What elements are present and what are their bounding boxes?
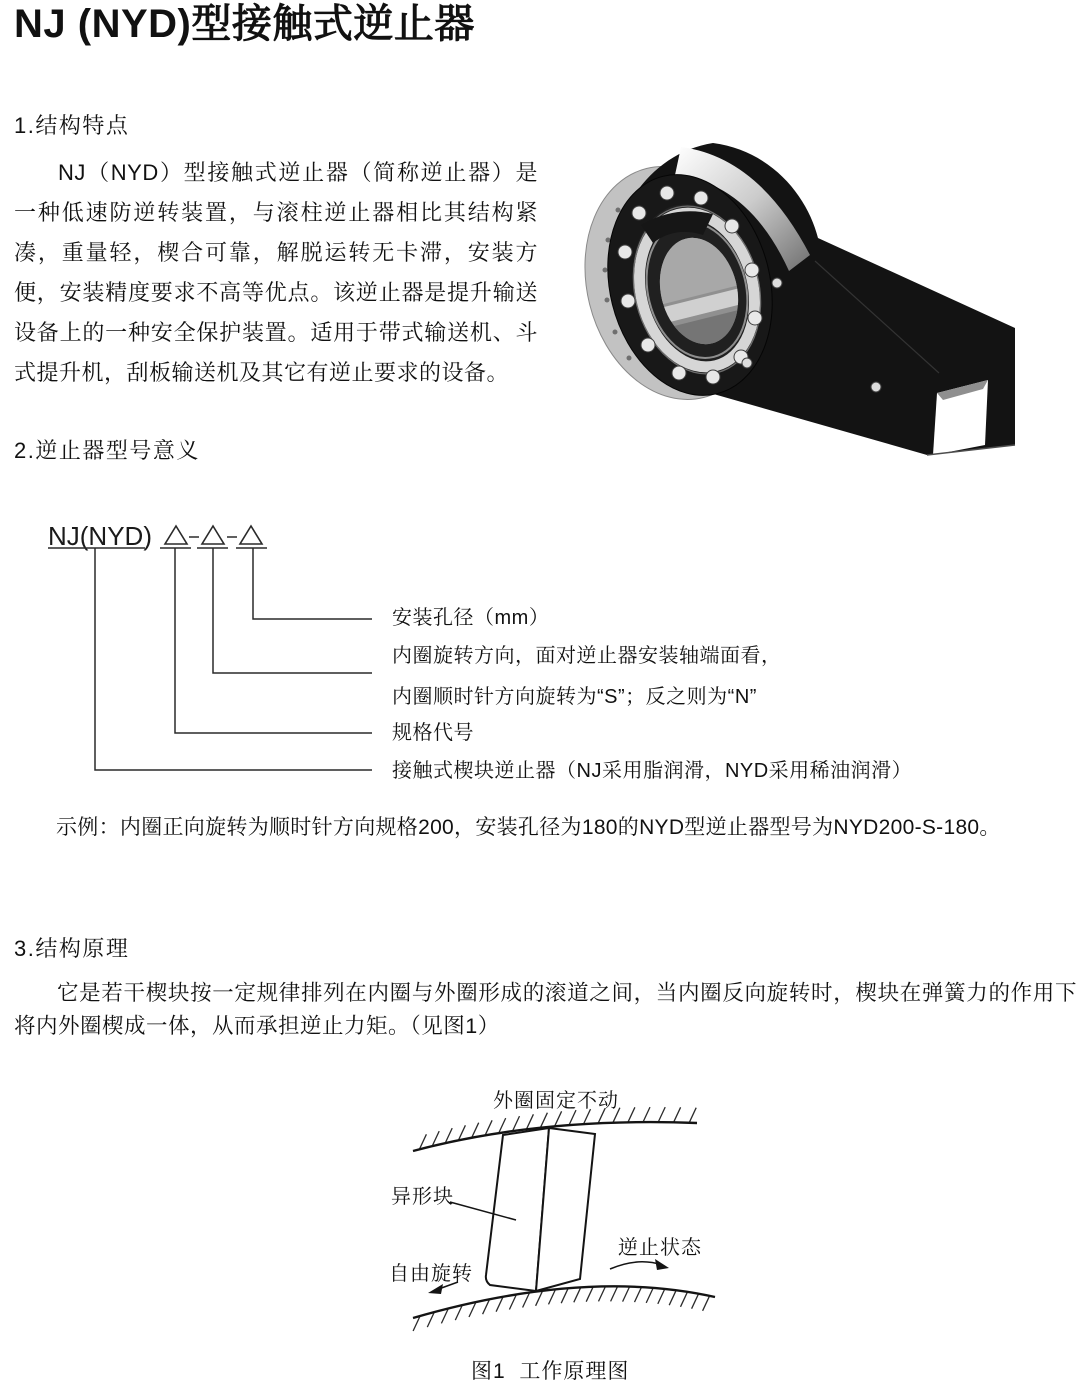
- section1-body: NJ（NYD）型接触式逆止器（简称逆止器）是一种低速防逆转装置，与滚柱逆止器相比其结构紧凑，重量轻，楔合可靠，解脱运转无卡滞，安装方便，安装精度要求不高等优点。该逆止器是提升输送设备上的一种安全保护装置。适用于带式输送机、斗式提升机，刮板输送机及其它有逆止要求的设备。: [14, 160, 538, 385]
- figure1-block-label: 异形块: [391, 1186, 454, 1208]
- figure1-outer-ring-label: 外圈固定不动: [493, 1090, 619, 1112]
- model-label-bore-diameter: 安装孔径（mm）: [392, 607, 550, 629]
- section2-example: 示例：内圈正向旋转为顺时针方向规格200，安装孔径为180的NYD型逆止器型号为NYD200-S-180。: [56, 816, 1001, 839]
- model-label-spec-code: 规格代号: [392, 722, 474, 744]
- page-title: NJ (NYD)型接触式逆止器: [14, 2, 475, 46]
- model-label-direction-line1: 内圈旋转方向，面对逆止器安装轴端面看，: [392, 645, 782, 667]
- section3-body: 它是若干楔块按一定规律排列在内圈与外圈形成的滚道之间，当内圈反向旋转时，楔块在弹簧力的作用下将内外圈楔成一体，从而承担逆止力矩。（见图1）: [14, 981, 1077, 1038]
- inner-ring-hatching: [413, 1286, 709, 1331]
- section1-heading: 1.结构特点: [14, 113, 130, 138]
- model-label-direction-line2: 内圈顺时针方向旋转为“S”；反之则为“N”: [392, 686, 757, 708]
- leader-lines: [95, 548, 372, 770]
- triangle-placeholder-icons: [160, 526, 267, 548]
- model-prefix: NJ(NYD): [48, 521, 152, 551]
- section3-heading: 3.结构原理: [14, 936, 130, 961]
- model-code-diagram: [40, 512, 385, 784]
- product-photo: [563, 113, 1023, 458]
- figure1-free-label: 自由旋转: [389, 1263, 473, 1285]
- model-label-type: 接触式楔块逆止器（NJ采用脂润滑，NYD采用稀油润滑）: [392, 760, 913, 782]
- section2-heading: 2.逆止器型号意义: [14, 438, 200, 463]
- figure1-backstop-label: 逆止状态: [618, 1237, 702, 1259]
- backstop-state-arrow: [610, 1259, 669, 1270]
- figure1-caption: 图1 工作原理图: [471, 1360, 630, 1383]
